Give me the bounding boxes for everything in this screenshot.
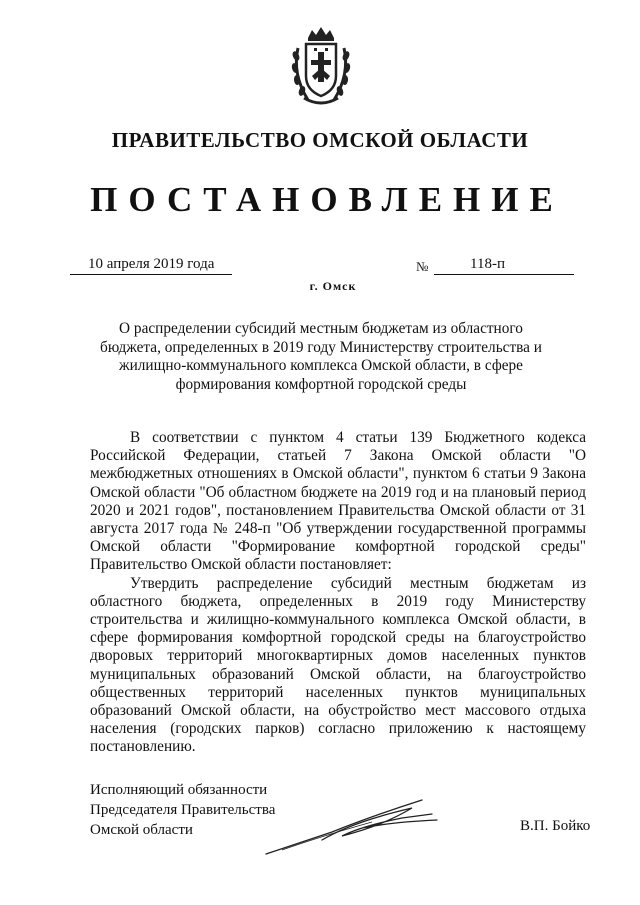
- handwritten-signature-icon: [262, 792, 442, 862]
- document-subject: О распределении субсидий местным бюджетам из областного бюджета, определенных в 2019 году Министерству строительства и жилищно-коммунального комплекса Омской области, в сфере формирования комфортной городской среды: [100, 320, 542, 393]
- signatory-position: [90, 780, 275, 840]
- signatory-line-1: Исполняющий обязанности: [90, 782, 268, 798]
- organization-name: ПРАВИТЕЛЬСТВО ОМСКОЙ ОБЛАСТИ: [111, 128, 529, 152]
- city-label: г. Омск: [309, 279, 357, 293]
- document-date: 10 апреля 2019 года: [88, 256, 215, 272]
- signatory-line-2: Председателя Правительства: [90, 802, 276, 818]
- body-paragraph-2: Утвердить распределение субсидий местным бюджетам из областного бюджета, определенных в 2019 году Министерству строительства и жилищно-коммунального комплекса Омской области, в сфере формирования комфортной городской среды на благоустройство дворовых территорий многоквартирных домов населенных пунктов муниципальных образований Омской области, на благоустройство общественных территорий населенных пунктов муниципальных образований Омской области, на обустройство мест массового отдыха населения (городских парков) согласно приложению к настоящему постановлению.: [90, 574, 586, 756]
- number-sign: №: [416, 259, 429, 274]
- document-body: [90, 429, 586, 757]
- coat-of-arms-icon: [288, 24, 354, 108]
- document-type-title: ПОСТАНОВЛЕНИЕ: [90, 180, 564, 219]
- body-paragraph-1: В соответствии с пунктом 4 статьи 139 Бюджетного кодекса Российской Федерации, статьей 7 Закона Омской области "О межбюджетных отношениях в Омской области", пунктом 6 статьи 9 Закона Омской области "Об областном бюджете на 2019 год и на плановый период 2020 и 2021 годов", постановлением Правительства Омской области от 31 августа 2017 года № 248-п "Об утверждении государственной программы Омской области "Формирование комфортной городской среды" Правительство Омской области постановляет:: [90, 429, 586, 574]
- signatory-line-3: Омской области: [90, 822, 193, 838]
- signatory-name: В.П. Бойко: [520, 818, 591, 834]
- document-number: 118-п: [470, 256, 505, 272]
